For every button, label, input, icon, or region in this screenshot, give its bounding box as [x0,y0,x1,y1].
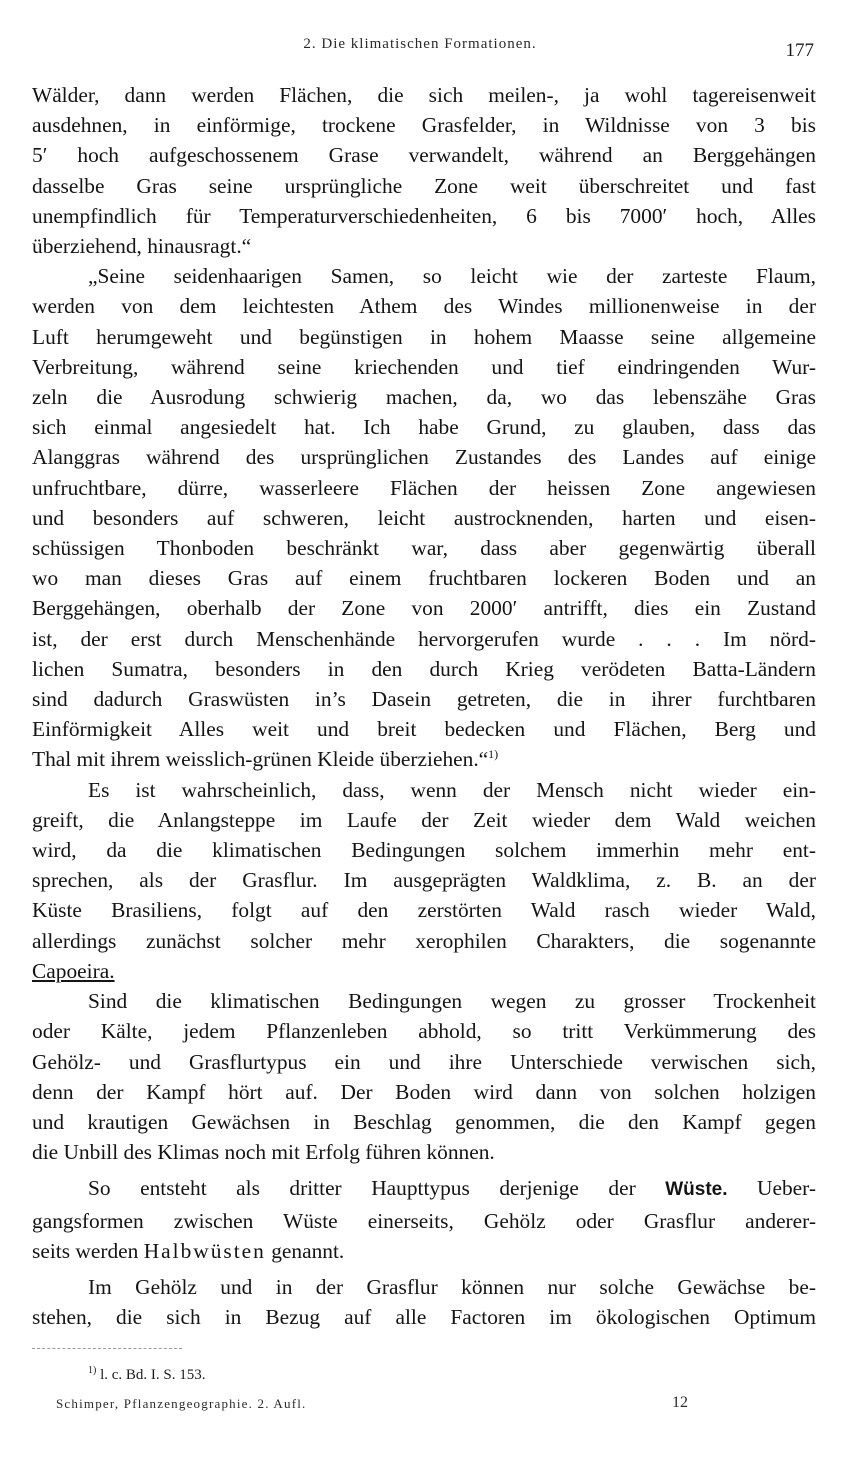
page-number: 177 [785,40,814,61]
text-line [32,1173,816,1205]
text-segment: seits werden [32,1238,144,1263]
text-line: überziehend, hinausragt.“ [32,234,252,259]
text-line: werden von dem leichtesten Athem des Windes millionenweise in der [32,294,816,319]
text-line: Sind die klimatischen Bedingungen wegen zu grosser Trockenheit [88,989,816,1014]
text-line: Luft herumgeweht und begünstigen in hohem Maasse seine allgemeine [32,324,816,349]
text-line: „Seine seidenhaarigen Samen, so leicht wie der zarteste Flaum, [88,264,816,289]
signature-line [56,1396,816,1416]
text-line [32,1236,816,1266]
text-line: wird, da die klimatischen Bedingungen solchem immerhin mehr ent- [32,838,816,863]
paragraph-3 [32,775,816,986]
body-text [32,80,816,1332]
sheet-number: 12 [672,1394,688,1411]
paragraph-4 [32,986,816,1167]
text-line: Wälder, dann werden Flächen, die sich meilen-, ja wohl tagereisenweit [32,83,816,107]
text-line: Verbreitung, während seine kriechenden und tief eindringenden Wur- [32,354,816,379]
text-line: Einförmigkeit Alles weit und breit bedecken und Flächen, Berg und [32,717,816,742]
text-line: Alanggras während des ursprünglichen Zustandes des Landes auf einige [32,445,816,470]
text-line-content: Thal mit ihrem weisslich-grünen Kleide überziehen.“ [32,747,489,772]
text-line: sprechen, als der Grasflur. Im ausgeprägten Waldklima, z. B. an der [32,868,816,893]
text-line [32,744,816,774]
text-line: und besonders auf schweren, leicht austrocknenden, harten und eisen- [32,505,816,530]
text-line: stehen, die sich in Bezug auf alle Factoren im ökologischen Optimum [32,1305,816,1330]
text-line: gangsformen zwischen Wüste einerseits, Gehölz oder Grasflur anderer- [32,1208,816,1233]
running-title: 2. Die klimatischen Formationen. [303,36,537,52]
term-wueste: Wüste. [665,1179,728,1201]
text-line: lichen Sumatra, besonders in den durch Krieg verödeten Batta-Ländern [32,656,816,681]
term-halbwuesten: Halbwüsten [143,1238,266,1263]
footnote-marker: 1) [88,1365,97,1376]
text-line: Gehölz- und Grasflurtypus ein und ihre Unterschiede verwischen sich, [32,1049,816,1074]
capoeira-term: Capoeira. [32,958,115,983]
text-line: greift, die Anlangsteppe im Laufe der Zeit wieder dem Wald weichen [32,807,816,832]
text-line: Berggehängen, oberhalb der Zone von 2000′ antrifft, dies ein Zustand [32,596,816,621]
text-line: die Unbill des Klimas noch mit Erfolg führen können. [32,1140,495,1165]
running-head [0,36,850,60]
footnote-text: l. c. Bd. I. S. 153. [100,1367,206,1383]
text-line [32,956,816,986]
text-segment: genannt. [265,1238,345,1263]
text-line: und krautigen Gewächsen in Beschlag genommen, die den Kampf gegen [32,1109,816,1134]
text-line: denn der Kampf hört auf. Der Boden wird dann von solchen holzigen [32,1079,816,1104]
text-line: Es ist wahrscheinlich, dass, wenn der Mensch nicht wieder ein- [88,777,816,802]
paragraph-5 [32,1173,816,1266]
text-line: wo man dieses Gras auf einem fruchtbaren lockeren Boden und an [32,566,816,591]
footnote-reference: 1) [488,747,499,762]
text-line: sind dadurch Graswüsten in’s Dasein getreten, die in ihrer furchtbaren [32,687,816,712]
footnote [88,1365,206,1384]
text-line: zeln die Ausrodung schwierig machen, da, wo das lebenszähe Gras [32,385,816,410]
footnote-rule [32,1348,182,1349]
paragraph-2 [32,261,816,774]
text-line: 5′ hoch aufgeschossenem Grase verwandelt, während an Berggehängen [32,143,816,168]
paragraph-6 [32,1272,816,1332]
text-line: oder Kälte, jedem Pflanzenleben abhold, so tritt Verkümmerung des [32,1019,816,1044]
paragraph-1 [32,80,816,261]
text-line: schüssigen Thonboden beschränkt war, dass aber gegenwärtig überall [32,536,816,561]
text-line: unfruchtbare, dürre, wasserleere Flächen der heissen Zone angewiesen [32,475,816,500]
text-line: dasselbe Gras seine ursprüngliche Zone weit überschreitet und fast [32,173,816,198]
text-line: ausdehnen, in einförmige, trockene Grasfelder, in Wildnisse von 3 bis [32,113,816,138]
text-line: ist, der erst durch Menschenhände hervorgerufen wurde . . . Im nörd- [32,626,816,651]
text-line: unempfindlich für Temperaturverschiedenheiten, 6 bis 7000′ hoch, Alles [32,203,816,228]
text-line: allerdings zunächst solcher mehr xerophilen Charakters, die sogenannte [32,928,816,953]
text-line: Küste Brasiliens, folgt auf den zerstörten Wald rasch wieder Wald, [32,898,816,923]
text-segment: Ueber- [727,1176,816,1201]
text-line: sich einmal angesiedelt hat. Ich habe Grund, zu glauben, dass das [32,415,816,440]
text-segment: So entsteht als dritter Haupttypus derjenige der [88,1176,666,1201]
text-line: Im Gehölz und in der Grasflur können nur solche Gewächse be- [88,1274,816,1299]
signature-text: Schimper, Pflanzengeographie. 2. Aufl. [56,1396,307,1411]
